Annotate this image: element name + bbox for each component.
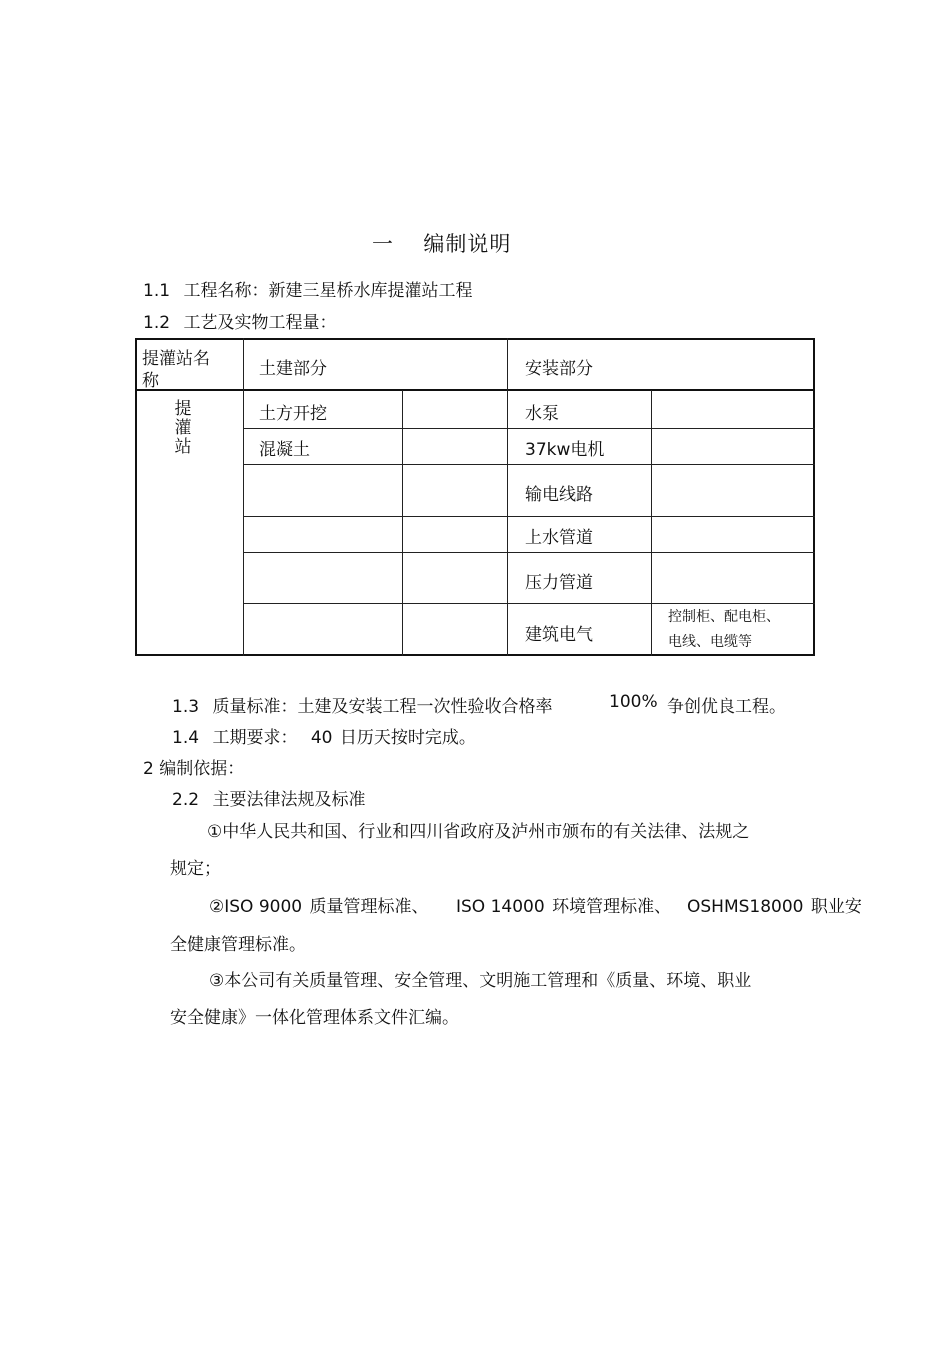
section-number: 1.3 [172, 697, 200, 717]
table-row-divider [243, 516, 815, 517]
civil-item: 土方开挖 [259, 404, 327, 424]
schedule-text: 日历天按时完成。 [339, 728, 476, 748]
table-row-divider [243, 464, 815, 465]
section-label: 主要法律法规及标准 [212, 790, 366, 810]
install-note: 控制柜、配电柜、 [668, 609, 780, 625]
table-row-divider [243, 428, 815, 429]
section-number: 1.1 [143, 281, 171, 301]
table-col-divider [651, 390, 652, 656]
page-title [372, 228, 511, 258]
header-station-name: 提灌站名 [142, 349, 210, 369]
install-note: 电线、电缆等 [668, 634, 752, 650]
basis-item-2-part [687, 892, 862, 917]
basis-item-1: ①中华人民共和国、行业和四川省政府及泸州市颁布的有关法律、法规之 [207, 822, 750, 842]
station-label [173, 400, 193, 457]
table-row-divider [243, 552, 815, 553]
section-2-2 [172, 785, 365, 810]
title-text: 编制说明 [423, 232, 512, 256]
section-number: 1.4 [172, 728, 200, 748]
section-number: 2 [143, 759, 154, 779]
civil-item: 混凝土 [259, 440, 310, 460]
section-1-3 [172, 692, 552, 717]
schedule-label: 工期要求： [212, 728, 298, 748]
table-col-divider [507, 338, 508, 656]
title-number: 一 [372, 232, 394, 256]
basis-item-2-part [456, 892, 671, 917]
install-item: 水泵 [525, 404, 559, 424]
header-install: 安装部分 [525, 359, 593, 379]
schedule-days: 40 [310, 728, 333, 748]
quality-percent: 100% [609, 692, 658, 712]
section-label: 编制依据： [159, 759, 245, 779]
station-char: 提 [174, 399, 192, 419]
section-label: 工程名称： [183, 281, 269, 301]
basis-item-2 [209, 892, 429, 917]
install-item: 上水管道 [525, 528, 593, 548]
install-item: 输电线路 [525, 485, 593, 505]
section-2 [143, 754, 244, 779]
basis-item-2-cont: 全健康管理标准。 [170, 935, 306, 955]
section-label: 工艺及实物工程量： [183, 313, 337, 333]
standard-code: ISO 14000 [456, 897, 545, 917]
standard-text: 职业安 [810, 897, 862, 917]
basis-item-1-cont: 规定； [170, 859, 221, 879]
basis-item-3-cont: 安全健康》一体化管理体系文件汇编。 [170, 1008, 459, 1028]
standard-code: ISO 9000 [224, 897, 303, 917]
quality-standard: 质量标准：土建及安装工程一次性验收合格率 [212, 697, 553, 717]
section-1-2 [143, 308, 336, 333]
section-1-1 [143, 276, 472, 301]
station-char: 灌 [174, 418, 192, 438]
install-item: 压力管道 [525, 573, 593, 593]
section-number: 1.2 [143, 313, 171, 333]
standard-text: 质量管理标准、 [309, 897, 429, 917]
install-item: 37kw电机 [525, 440, 605, 460]
station-char: 站 [174, 437, 192, 457]
table-row-divider [243, 603, 815, 604]
section-1-4 [172, 723, 476, 748]
project-name: 新建三星桥水库提灌站工程 [268, 281, 473, 301]
standard-text: 环境管理标准、 [552, 897, 672, 917]
quality-goal: 争创优良工程。 [667, 697, 786, 717]
header-station-name-cont: 称 [142, 371, 159, 391]
section-number: 2.2 [172, 790, 200, 810]
install-item: 建筑电气 [525, 625, 593, 645]
basis-item-3: ③本公司有关质量管理、安全管理、文明施工管理和《质量、环境、职业 [209, 971, 752, 991]
header-civil: 土建部分 [259, 359, 327, 379]
standard-code: OSHMS18000 [687, 897, 804, 917]
table-col-divider [243, 338, 244, 656]
table-col-divider [402, 390, 403, 656]
table-header-divider [135, 389, 815, 391]
item-mark: ② [209, 897, 225, 917]
